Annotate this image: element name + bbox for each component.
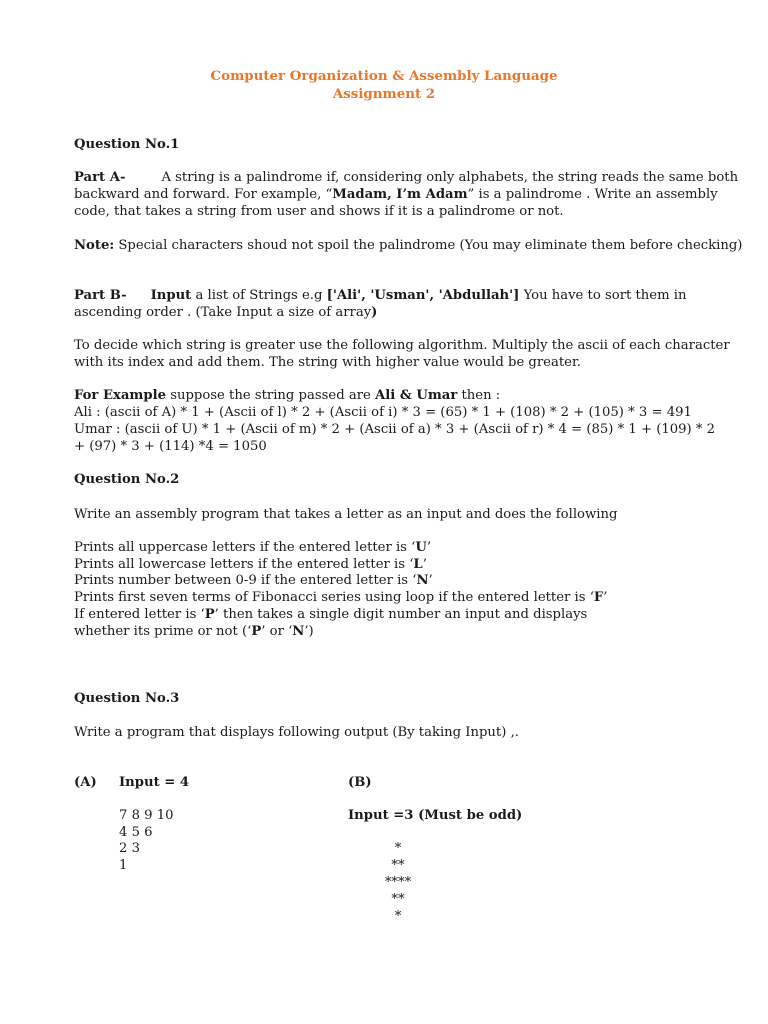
q1-heading: Question No.1 xyxy=(74,137,180,152)
document-subtitle: Assignment 2 xyxy=(332,86,436,102)
q3-b-pattern-line: * xyxy=(394,909,402,924)
note-label: Note: xyxy=(74,238,115,253)
palindrome-example: Madam, I’m Adam xyxy=(332,187,468,202)
q3-a-output-line: 2 3 xyxy=(119,841,140,856)
q3-b-pattern-line: ** xyxy=(391,858,405,873)
q3-a-label: (A) xyxy=(74,775,97,790)
q3-b-pattern-line: ** xyxy=(391,892,405,907)
q3-b-pattern-line: **** xyxy=(384,875,412,890)
partb-label: Part B- xyxy=(74,288,127,303)
q1-partb-line1: Part B- Input a list of Strings e.g ['Ali', 'Usman', 'Abdullah'] You have to sort them in xyxy=(74,288,687,303)
q1-ali-calc: Ali : (ascii of A) * 1 + (Ascii of l) * 2 + (Ascii of i) * 3 = (65) * 1 + (108) * 2 + (105) * 3 = 491 xyxy=(74,405,692,420)
q2-item-fibonacci: Prints first seven terms of Fibonacci series using loop if the entered letter is ‘F’ xyxy=(74,590,608,605)
q1-parta-line3: code, that takes a string from user and shows if it is a palindrome or not. xyxy=(74,204,564,219)
q2-item-numbers: Prints number between 0-9 if the entered letter is ‘N’ xyxy=(74,573,433,588)
q2-item-prime-output: whether its prime or not (‘P’ or ‘N’) xyxy=(74,624,314,639)
q3-a-output-line: 4 5 6 xyxy=(119,825,153,840)
q1-algo-line2: with its index and add them. The string with higher value would be greater. xyxy=(74,355,581,370)
q2-heading: Question No.2 xyxy=(74,472,180,487)
q1-parta-line2: backward and forward. For example, “Madam, I’m Adam” is a palindrome . Write an assembly xyxy=(74,187,718,202)
q2-item-lowercase: Prints all lowercase letters if the entered letter is ‘L’ xyxy=(74,557,427,572)
example-names: Ali & Umar xyxy=(375,388,458,403)
q2-intro: Write an assembly program that takes a letter as an input and does the following xyxy=(74,507,618,522)
partb-example-list: ['Ali', 'Usman', 'Abdullah'] xyxy=(326,288,520,303)
q3-intro: Write a program that displays following output (By taking Input) ,. xyxy=(74,725,519,740)
q1-umar-calc2: + (97) * 3 + (114) *4 = 1050 xyxy=(74,439,267,454)
document-title: Computer Organization & Assembly Language xyxy=(210,68,558,84)
parta-label: Part A- xyxy=(74,170,126,185)
q3-b-label: (B) xyxy=(348,775,372,790)
q3-b-input: Input =3 (Must be odd) xyxy=(348,808,523,823)
q1-note xyxy=(74,237,742,254)
example-label: For Example xyxy=(74,388,167,403)
q2-item-prime: If entered letter is ‘P’ then takes a single digit number an input and displays xyxy=(74,607,588,622)
q1-example-intro: For Example suppose the string passed are Ali & Umar then : xyxy=(74,388,501,403)
q3-a-output-line: 7 8 9 10 xyxy=(119,808,174,823)
q2-item-uppercase: Prints all uppercase letters if the entered letter is ‘U’ xyxy=(74,540,432,555)
q1-partb-line2: ascending order . (Take Input a size of array) xyxy=(74,305,378,320)
partb-input-label: Input xyxy=(150,288,192,303)
q3-b-pattern-line: * xyxy=(394,841,402,856)
q1-parta-line1 xyxy=(74,169,738,186)
q1-algo-line1: To decide which string is greater use the following algorithm. Multiply the ascii of each character xyxy=(74,338,730,353)
q3-heading: Question No.3 xyxy=(74,691,180,706)
note-text: Special characters shoud not spoil the palindrome (You may eliminate them before checking) xyxy=(114,238,743,253)
q3-a-input: Input = 4 xyxy=(119,775,190,790)
q1-umar-calc1: Umar : (ascii of U) * 1 + (Ascii of m) * 2 + (Ascii of a) * 3 + (Ascii of r) * 4 = (85) * 1 + (109) * 2 xyxy=(74,422,716,437)
q3-a-output-line: 1 xyxy=(119,858,128,873)
parta-text1: A string is a palindrome if, considering only alphabets, the string reads the same both xyxy=(161,170,739,185)
